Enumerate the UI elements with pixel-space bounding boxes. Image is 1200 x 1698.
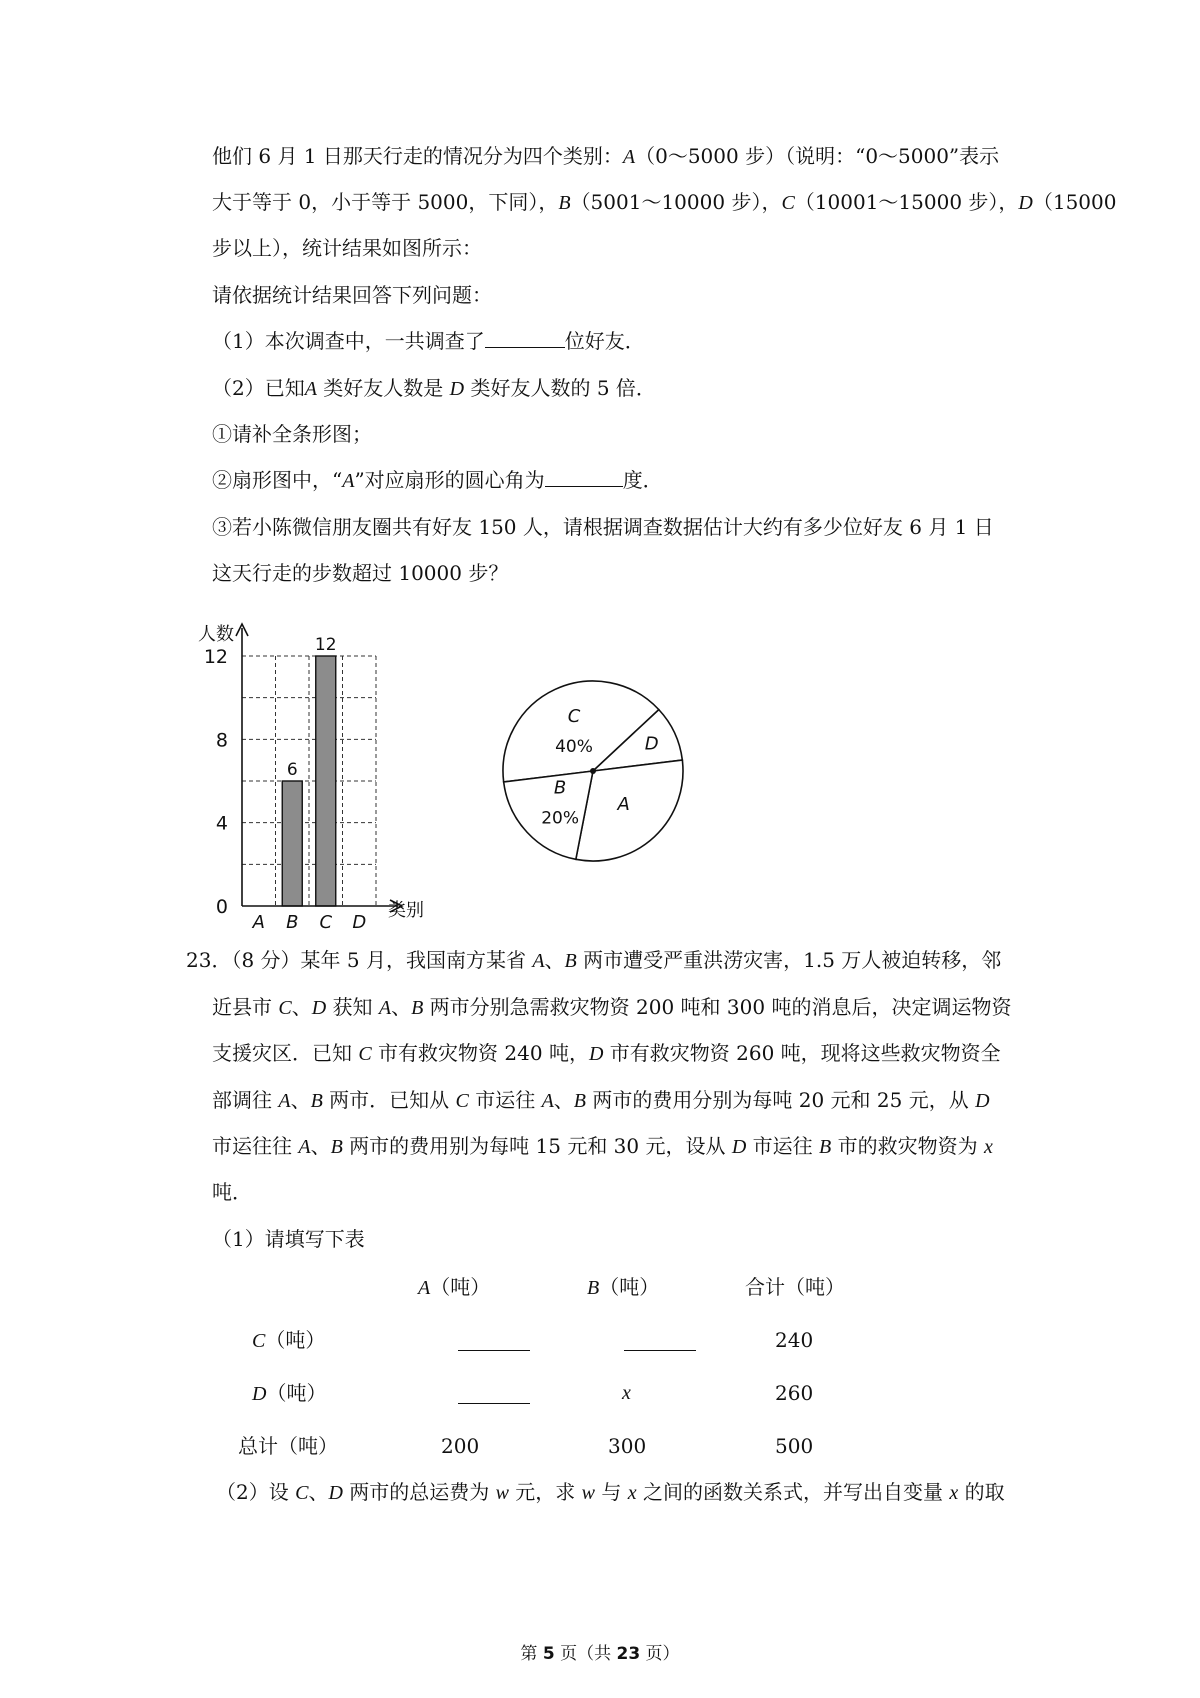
category-label: D	[1018, 192, 1033, 214]
city-label: A	[298, 1136, 311, 1158]
city-label: A	[278, 1090, 291, 1112]
pie-chart	[488, 666, 698, 876]
city-label: C	[278, 997, 292, 1019]
unit: （吨）	[266, 1381, 327, 1405]
city-label: C	[358, 1043, 372, 1065]
category-label: B	[558, 192, 571, 214]
table-header-total: 合计（吨）	[745, 1275, 845, 1299]
bar-B	[282, 781, 302, 906]
city-label: B	[573, 1090, 587, 1112]
text: 两市的总运费为	[342, 1480, 496, 1504]
text: 市运往	[746, 1134, 820, 1158]
text: 类好友人数的 5 倍．	[464, 376, 656, 400]
text: （0～5000 步）（说明：“0～5000”表示	[635, 144, 1000, 168]
text: （5001～10000 步），	[570, 190, 782, 214]
variable-x: x	[949, 1482, 959, 1504]
x-tick-label: B	[286, 912, 299, 933]
text: ②扇形图中，“	[212, 468, 343, 492]
text: （2）已知	[212, 376, 305, 400]
city-label: B	[411, 997, 424, 1019]
variable-x: x	[627, 1482, 637, 1504]
text: 两市．已知从	[322, 1088, 456, 1112]
city-label: D	[731, 1136, 747, 1158]
problem-23-line-4	[212, 1086, 990, 1115]
pie-slice-label: D	[644, 733, 659, 755]
bar-chart	[198, 618, 448, 933]
text: 、	[308, 1480, 329, 1504]
pie-slice-label: B	[553, 777, 567, 799]
city-label: B	[310, 1090, 323, 1112]
text: 两市的费用分别为每吨 20 元和 25 元，从	[586, 1088, 976, 1112]
text: 之间的函数关系式，并写出自变量	[636, 1480, 950, 1504]
text: （15000	[1032, 190, 1117, 214]
category-label: C	[781, 192, 795, 214]
text: 他们 6 月 1 日那天行走的情况分为四个类别：	[212, 144, 623, 168]
city-label: A	[532, 950, 545, 972]
question-2-1: ①请补全条形图；	[212, 422, 372, 446]
bar-chart-grid	[242, 656, 376, 906]
unit: （吨）	[430, 1275, 491, 1299]
y-tick-label: 4	[215, 812, 228, 835]
text: 、	[291, 995, 312, 1019]
text: 市有救灾物资 240 吨，	[371, 1041, 589, 1065]
problem-23-line-6: 吨．	[212, 1180, 252, 1204]
text: 、	[290, 1088, 311, 1112]
x-tick-labels	[252, 912, 367, 933]
text: 市运往	[468, 1088, 542, 1112]
intro-line-2	[212, 188, 1116, 217]
text: 两市分别急需救灾物资 200 吨和 300 吨的消息后，决定调运物资	[423, 995, 1012, 1019]
text: 市的救灾物资为	[831, 1134, 984, 1158]
category-label: A	[304, 378, 317, 400]
variable-w: w	[495, 1482, 509, 1504]
pie-slice-label: A	[617, 793, 630, 815]
text: 、	[553, 1088, 574, 1112]
text: 、	[310, 1134, 331, 1158]
x-axis-label: 类别	[388, 900, 424, 921]
table-row-c-label	[252, 1326, 325, 1355]
city-label: D	[252, 1383, 267, 1405]
variable-w: w	[581, 1482, 596, 1504]
answer-blank[interactable]	[545, 466, 623, 487]
pie-slice-percent: 20%	[541, 808, 579, 829]
problem-23-line-5	[212, 1132, 993, 1161]
text: （2）设	[216, 1480, 296, 1504]
pie-center-dot	[590, 768, 596, 774]
text: 页（共	[554, 1644, 617, 1664]
city-label: A	[541, 1090, 554, 1112]
text: 市运往往	[212, 1134, 299, 1158]
city-label: C	[295, 1482, 309, 1504]
text: 、	[391, 995, 412, 1019]
text: 元，求	[508, 1480, 582, 1504]
category-label: D	[449, 378, 465, 400]
question-2-2	[212, 466, 663, 495]
bar-value-label: 6	[286, 760, 298, 780]
y-tick-label: 12	[203, 646, 228, 668]
text: 23．（8 分）某年 5 月，我国南方某省	[186, 948, 533, 972]
text: 大于等于 0，小于等于 5000，下同），	[212, 190, 559, 214]
text: （10001～15000 步），	[794, 190, 1019, 214]
city-label: B	[330, 1136, 343, 1158]
table-cell: x	[622, 1382, 631, 1404]
y-tick-label: 8	[215, 729, 228, 752]
question-2-3-line-1: ③若小陈微信朋友圈共有好友 150 人，请根据调查数据估计大约有多少位好友 6 月 1 日	[212, 515, 994, 539]
city-label: D	[975, 1090, 990, 1112]
text: 两市遭受严重洪涝灾害，1.5 万人被迫转移，邻	[576, 948, 1002, 972]
text: 两市的费用别为每吨 15 元和 30 元，设从	[342, 1134, 732, 1158]
text: 页）	[640, 1644, 680, 1664]
unit: （吨）	[265, 1328, 326, 1352]
table-row-sum-label: 总计（吨）	[238, 1434, 338, 1458]
city-label: A	[378, 997, 392, 1019]
category-label: A	[622, 146, 636, 168]
problem-23-part-2	[216, 1478, 1005, 1507]
pie-chart-slices	[503, 681, 683, 861]
problem-23-line-1	[186, 946, 1001, 975]
text: 与	[595, 1480, 628, 1504]
problem-23-line-3	[212, 1039, 1001, 1068]
page-total: 23	[616, 1644, 641, 1664]
city-label: C	[252, 1330, 266, 1352]
answer-blank[interactable]	[485, 327, 565, 348]
city-label: D	[328, 1482, 343, 1504]
problem-23-part-1: （1）请填写下表	[212, 1227, 365, 1251]
y-tick-label: 0	[215, 896, 228, 918]
problem-23-line-2	[212, 993, 1011, 1022]
text: ”对应扇形的圆心角为	[354, 468, 545, 492]
city-label: B	[564, 950, 577, 972]
table-cell: 500	[775, 1434, 814, 1458]
category-label: A	[342, 470, 355, 492]
x-tick-label: A	[252, 912, 265, 933]
x-tick-label: D	[352, 912, 367, 933]
y-tick-labels	[204, 646, 228, 918]
text: 市有救灾物资 260 吨，现将这些救灾物资全	[603, 1041, 1001, 1065]
table-header-b	[587, 1273, 659, 1302]
city-label: D	[311, 997, 327, 1019]
text: 近县市	[212, 995, 279, 1019]
x-tick-label: C	[319, 912, 333, 933]
city-label: D	[588, 1043, 604, 1065]
table-cell: 200	[441, 1434, 480, 1458]
text: （1）本次调查中，一共调查了	[212, 329, 485, 353]
page-number: 5	[542, 1644, 555, 1664]
city-label: B	[819, 1136, 832, 1158]
city-label: A	[418, 1277, 431, 1299]
question-2-3-line-2: 这天行走的步数超过 10000 步？	[212, 561, 509, 585]
pie-slice-label: C	[567, 706, 581, 728]
answer-blank[interactable]	[458, 1330, 530, 1351]
text: 获知	[326, 995, 379, 1019]
table-cell: 240	[775, 1328, 814, 1352]
table-row-d-label	[252, 1379, 326, 1408]
intro-line-3: 步以上），统计结果如图所示：	[212, 236, 482, 260]
text: 部调往	[212, 1088, 279, 1112]
intro-line-1	[212, 142, 999, 171]
text: 、	[544, 948, 565, 972]
table-header-a	[418, 1273, 490, 1302]
question-1	[212, 327, 645, 355]
question-2	[212, 374, 656, 403]
variable-x: x	[983, 1136, 993, 1158]
y-axis-label: 人数	[198, 624, 234, 645]
table-cell: 300	[608, 1434, 647, 1458]
text: 支援灾区．已知	[212, 1041, 359, 1065]
answer-blank[interactable]	[458, 1383, 530, 1404]
page-footer	[0, 1639, 1200, 1664]
text: 位好友．	[564, 329, 645, 353]
text: 类好友人数是	[316, 376, 450, 400]
answer-blank[interactable]	[624, 1330, 696, 1351]
intro-line-4: 请依据统计结果回答下列问题：	[212, 283, 492, 307]
city-label: C	[455, 1090, 469, 1112]
unit: （吨）	[599, 1275, 660, 1299]
bar-value-label: 12	[314, 635, 337, 655]
bar-C	[316, 656, 336, 906]
pie-slice-percent: 40%	[555, 737, 593, 758]
table-cell: 260	[775, 1381, 814, 1405]
text: 的取	[958, 1480, 1005, 1504]
city-label: B	[587, 1277, 600, 1299]
text: 第	[520, 1644, 543, 1664]
text: 度．	[622, 468, 663, 492]
